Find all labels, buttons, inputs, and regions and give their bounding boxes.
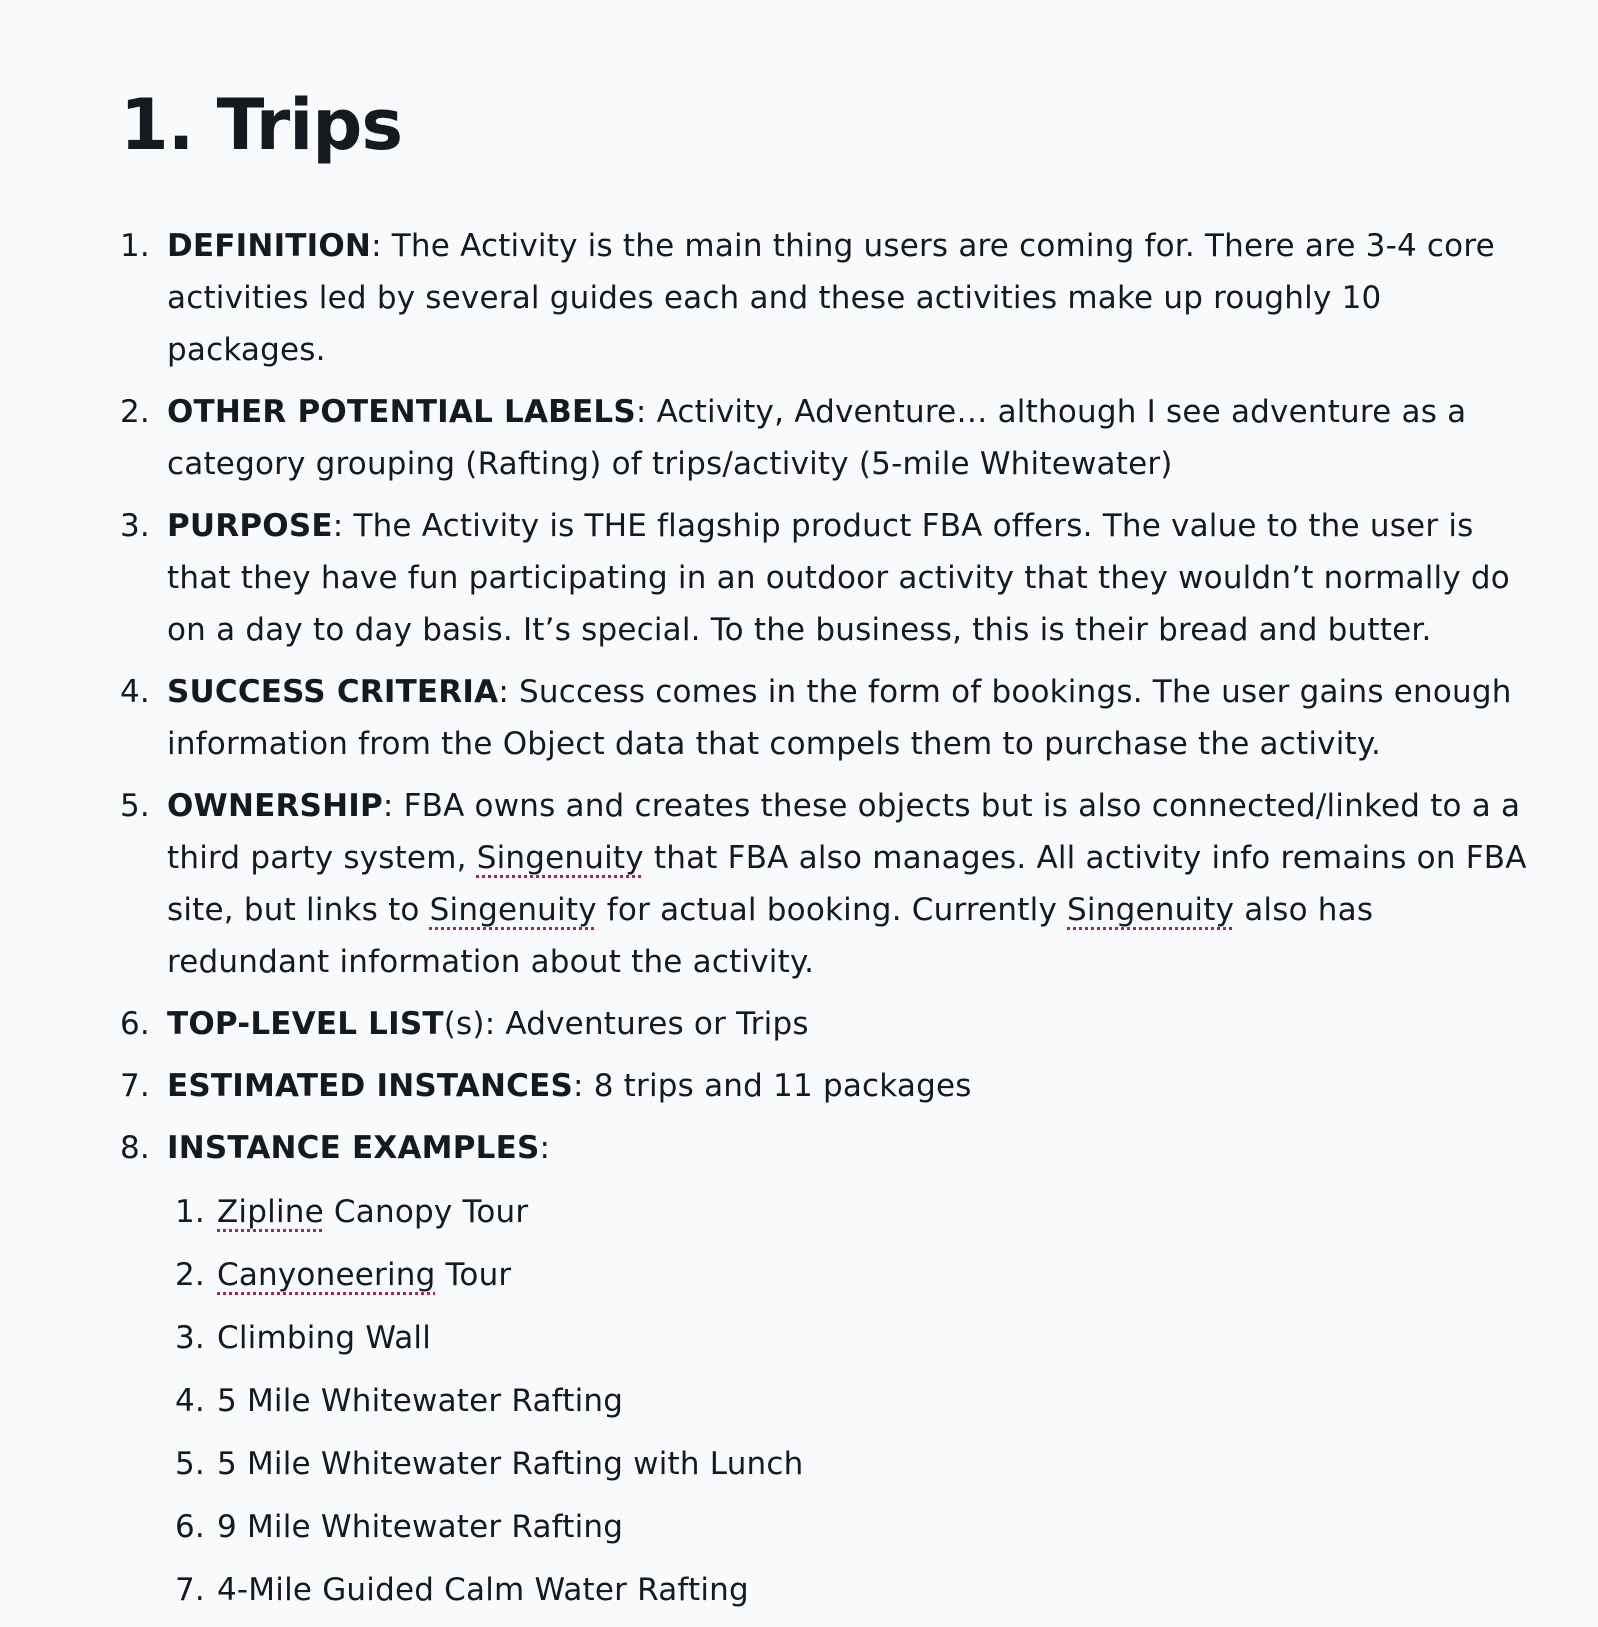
document xyxy=(120,80,1530,1627)
item-text: 9 Mile Whitewater Rafting xyxy=(217,1509,624,1545)
list-number: 6. xyxy=(175,1509,205,1545)
list-number: 2. xyxy=(120,394,150,430)
item-label: PURPOSE xyxy=(167,508,333,544)
item-text: for actual booking. Currently xyxy=(596,892,1068,928)
item-text: 4-Mile Guided Calm Water Rafting xyxy=(217,1572,749,1608)
item-text: 5 Mile Whitewater Rafting with Lunch xyxy=(217,1446,804,1482)
item-text: Canopy Tour xyxy=(323,1194,529,1230)
list-item-success-criteria xyxy=(120,666,1530,770)
list-item xyxy=(167,1501,1530,1553)
item-text: : Success comes in the form of bookings. The user gains enough information from the Object data that compels them to purchase the activity. xyxy=(167,674,1512,762)
item-label: OWNERSHIP xyxy=(167,788,383,824)
item-text: Climbing Wall xyxy=(217,1320,432,1356)
list-item-instance-examples xyxy=(120,1122,1530,1616)
item-text: 5 Mile Whitewater Rafting xyxy=(217,1383,624,1419)
list-number: 4. xyxy=(120,674,150,710)
list-number: 5. xyxy=(175,1446,205,1482)
list-number: 6. xyxy=(120,1006,150,1042)
list-item-purpose xyxy=(120,500,1530,656)
item-text: : The Activity is THE flagship product FBA offers. The value to the user is that they have fun participating in an outdoor activity that they wouldn’t normally do on a day to day basis. It’s special. To the business, this is their bread and butter. xyxy=(167,508,1510,648)
list-number: 8. xyxy=(120,1130,150,1166)
list-item-other-labels xyxy=(120,386,1530,490)
list-number: 7. xyxy=(120,1068,150,1104)
list-item xyxy=(167,1312,1530,1364)
item-label: TOP-LEVEL LIST xyxy=(167,1006,444,1042)
item-label: SUCCESS CRITERIA xyxy=(167,674,499,710)
list-number: 5. xyxy=(120,788,150,824)
misspelled-word[interactable]: Singenuity xyxy=(1067,892,1235,928)
item-text: (s): Adventures or Trips xyxy=(443,1006,809,1042)
misspelled-word[interactable]: Singenuity xyxy=(429,892,597,928)
list-number: 2. xyxy=(175,1257,205,1293)
item-text: Tour xyxy=(435,1257,512,1293)
item-text: that FBA also manages. All activity info remains on FBA site, but links to xyxy=(167,840,1527,928)
list-number: 7. xyxy=(175,1572,205,1608)
list-number: 4. xyxy=(175,1383,205,1419)
list-item-estimated-instances xyxy=(120,1060,1530,1112)
item-label: DEFINITION xyxy=(167,228,372,264)
item-text: : FBA owns and creates these objects but is also connected/linked to a a third party system, xyxy=(167,788,1521,876)
page-title: 1. Trips xyxy=(120,84,403,166)
misspelled-word[interactable]: Singenuity xyxy=(476,840,644,876)
misspelled-word[interactable]: Canyoneering xyxy=(217,1257,436,1293)
item-text: : xyxy=(539,1130,551,1166)
list-number: 1. xyxy=(175,1194,205,1230)
list-item-ownership xyxy=(120,780,1530,988)
attribute-list xyxy=(120,220,1530,1616)
item-text: : The Activity is the main thing users are coming for. There are 3-4 core activities led by several guides each and these activities make up roughly 10 packages. xyxy=(167,228,1495,368)
list-item xyxy=(167,1564,1530,1616)
list-item xyxy=(167,1375,1530,1427)
item-text: : 8 trips and 11 packages xyxy=(573,1068,972,1104)
item-label: OTHER POTENTIAL LABELS xyxy=(167,394,636,430)
list-item xyxy=(167,1186,1530,1238)
instance-example-list xyxy=(167,1186,1530,1616)
list-number: 3. xyxy=(175,1320,205,1356)
item-text: : Activity, Adventure… although I see adventure as a category grouping (Rafting) of trips/activity (5-mile Whitewater) xyxy=(167,394,1467,482)
list-item-definition xyxy=(120,220,1530,376)
list-item xyxy=(167,1249,1530,1301)
item-label: ESTIMATED INSTANCES xyxy=(167,1068,573,1104)
list-item xyxy=(167,1438,1530,1490)
item-label: INSTANCE EXAMPLES xyxy=(167,1130,540,1166)
list-item-top-level-list xyxy=(120,998,1530,1050)
list-number: 1. xyxy=(120,228,150,264)
list-number: 3. xyxy=(120,508,150,544)
item-text: also has redundant information about the activity. xyxy=(167,892,1374,980)
misspelled-word[interactable]: Zipline xyxy=(217,1194,324,1230)
